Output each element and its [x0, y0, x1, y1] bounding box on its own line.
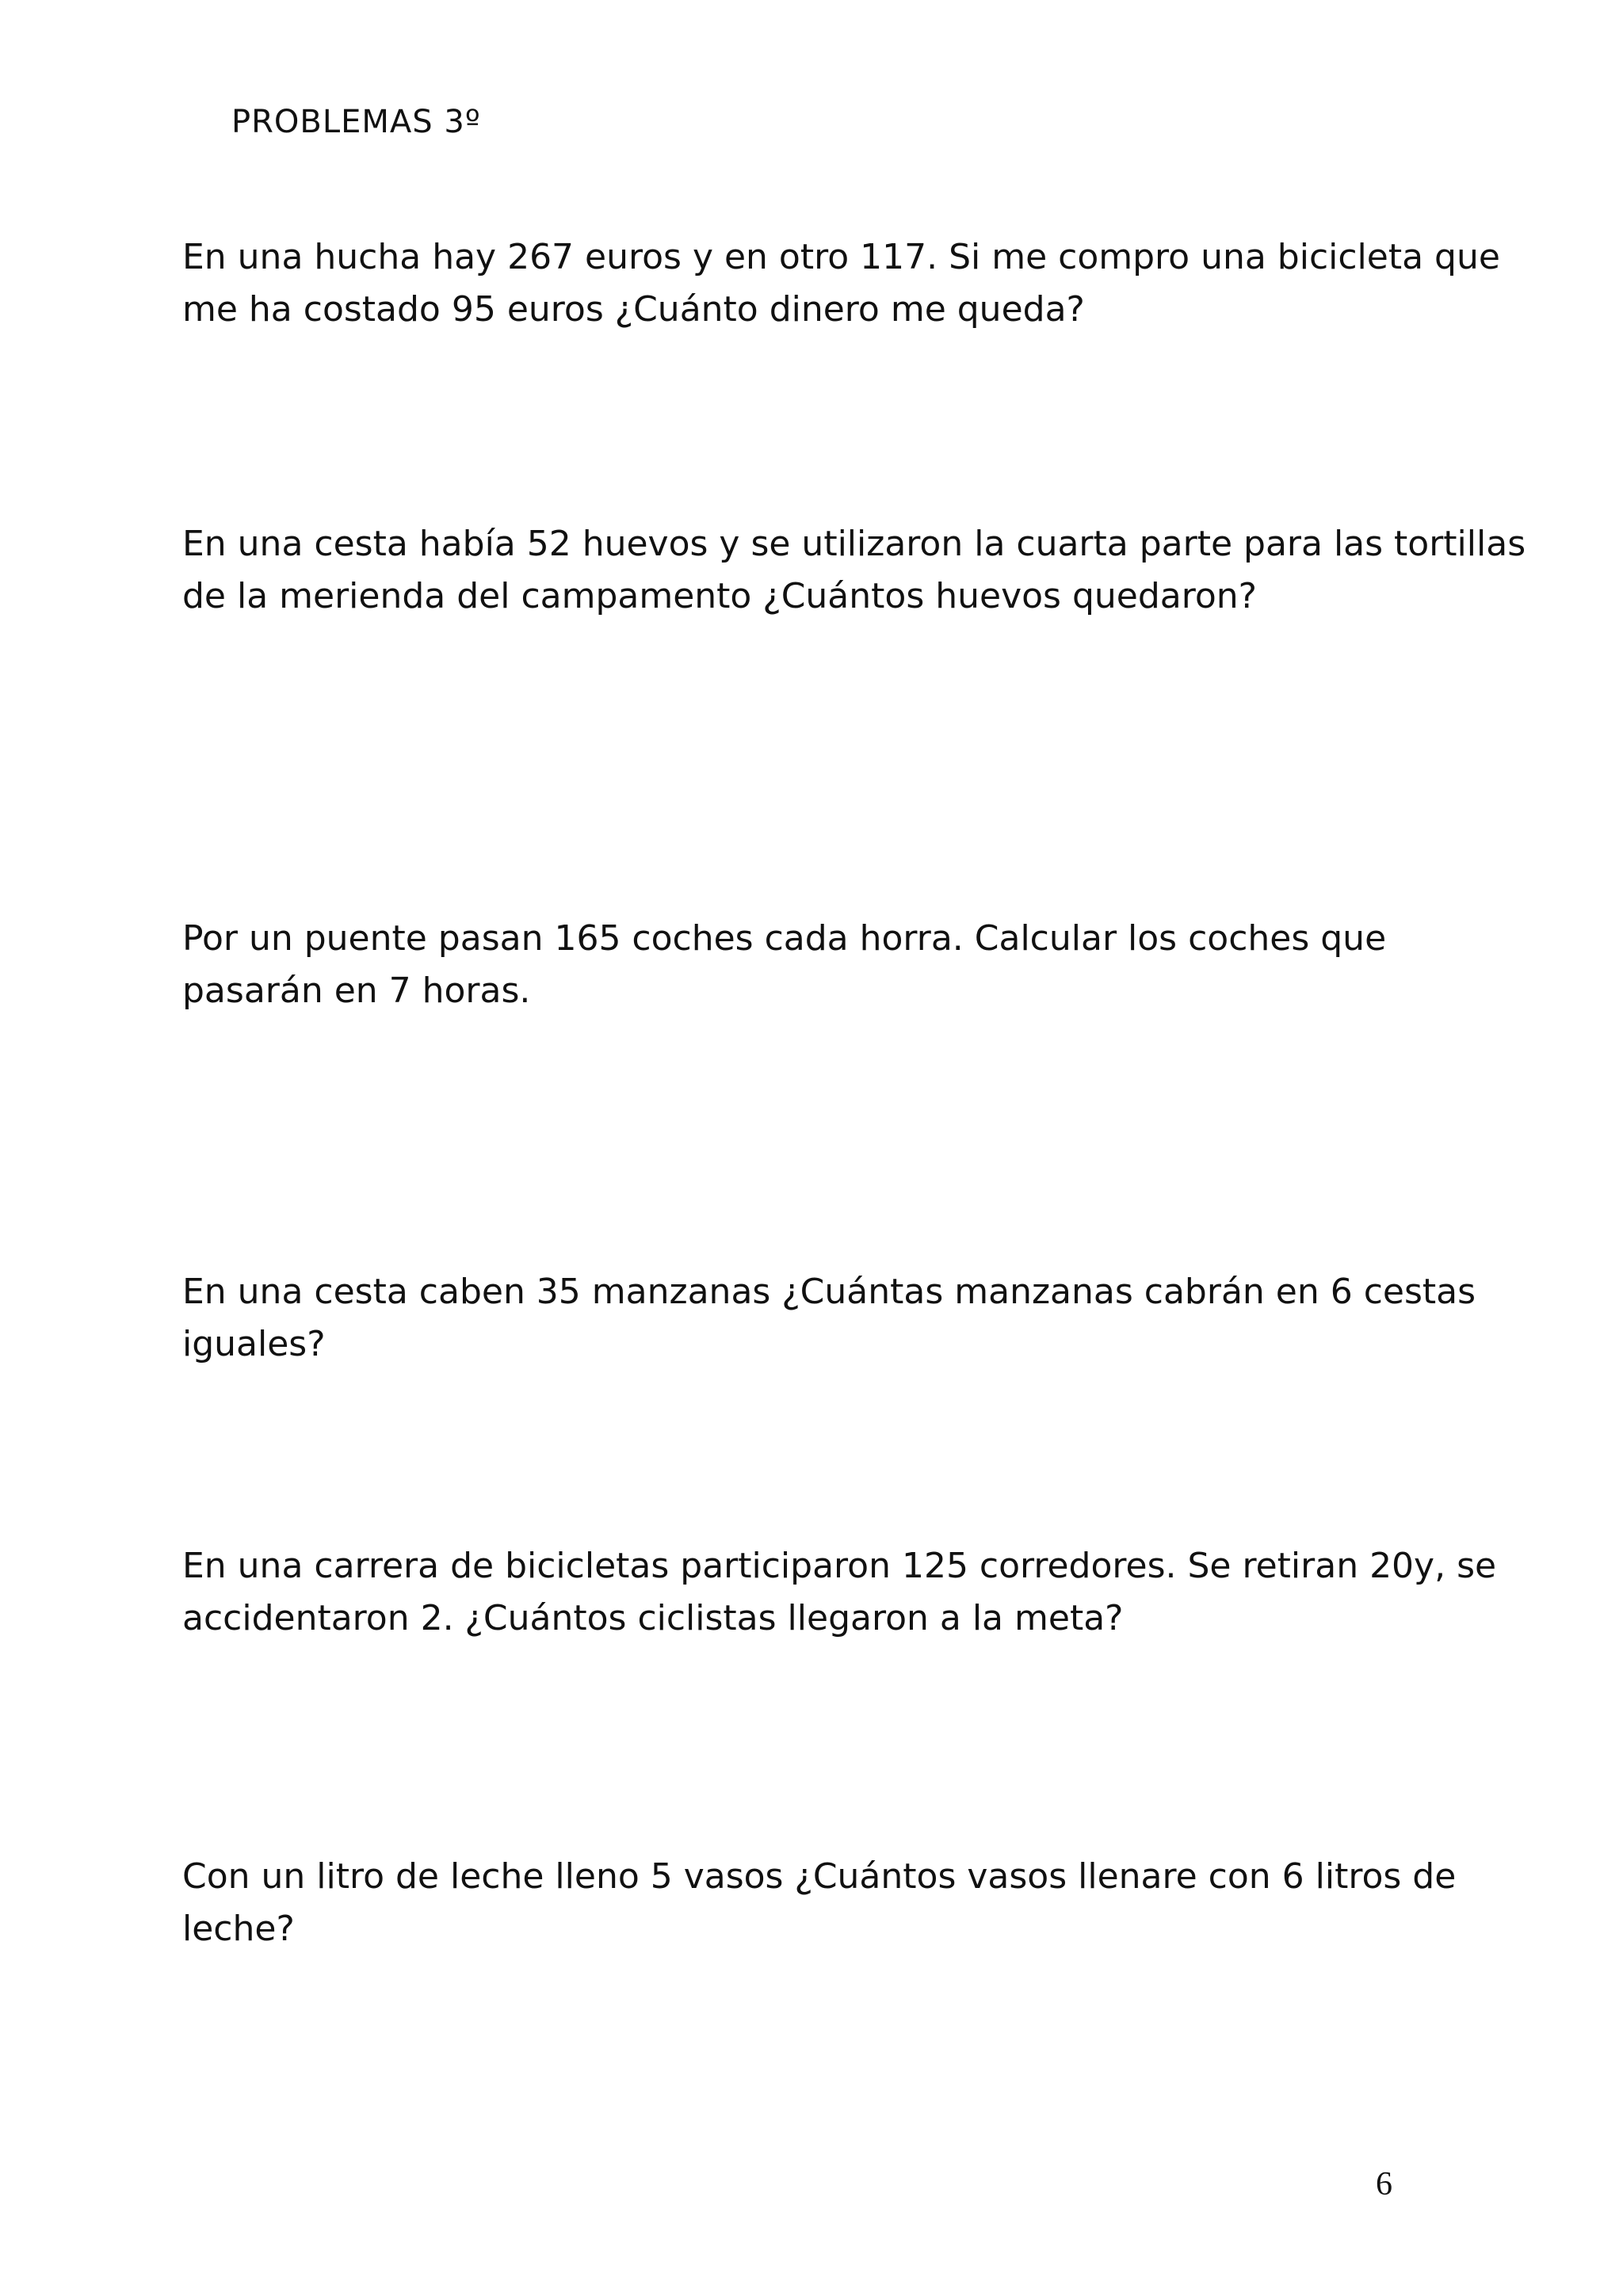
problem-6: Con un litro de leche lleno 5 vasos ¿Cuántos vasos llenare con 6 litros de leche?: [182, 1856, 1457, 1949]
problem-1: En una hucha hay 267 euros y en otro 117. Si me compro una bicicleta que me ha costado 95 euros ¿Cuánto dinero me queda?: [182, 237, 1500, 330]
problem-5: En una carrera de bicicletas participaron 125 corredores. Se retiran 20y, se accidentaron 2. ¿Cuántos ciclistas llegaron a la meta?: [182, 1546, 1497, 1638]
page-number: 6: [1376, 2166, 1392, 2203]
problem-2: En una cesta había 52 huevos y se utilizaron la cuarta parte para las tortillas de la merienda del campamento ¿Cuántos huevos quedaron?: [182, 524, 1526, 616]
problem-3: Por un puente pasan 165 coches cada horra. Calcular los coches que pasarán en 7 horas.: [182, 918, 1387, 1011]
problem-4: En una cesta caben 35 manzanas ¿Cuántas manzanas cabrán en 6 cestas iguales?: [182, 1272, 1476, 1364]
page-title: PROBLEMAS 3º: [231, 104, 481, 140]
